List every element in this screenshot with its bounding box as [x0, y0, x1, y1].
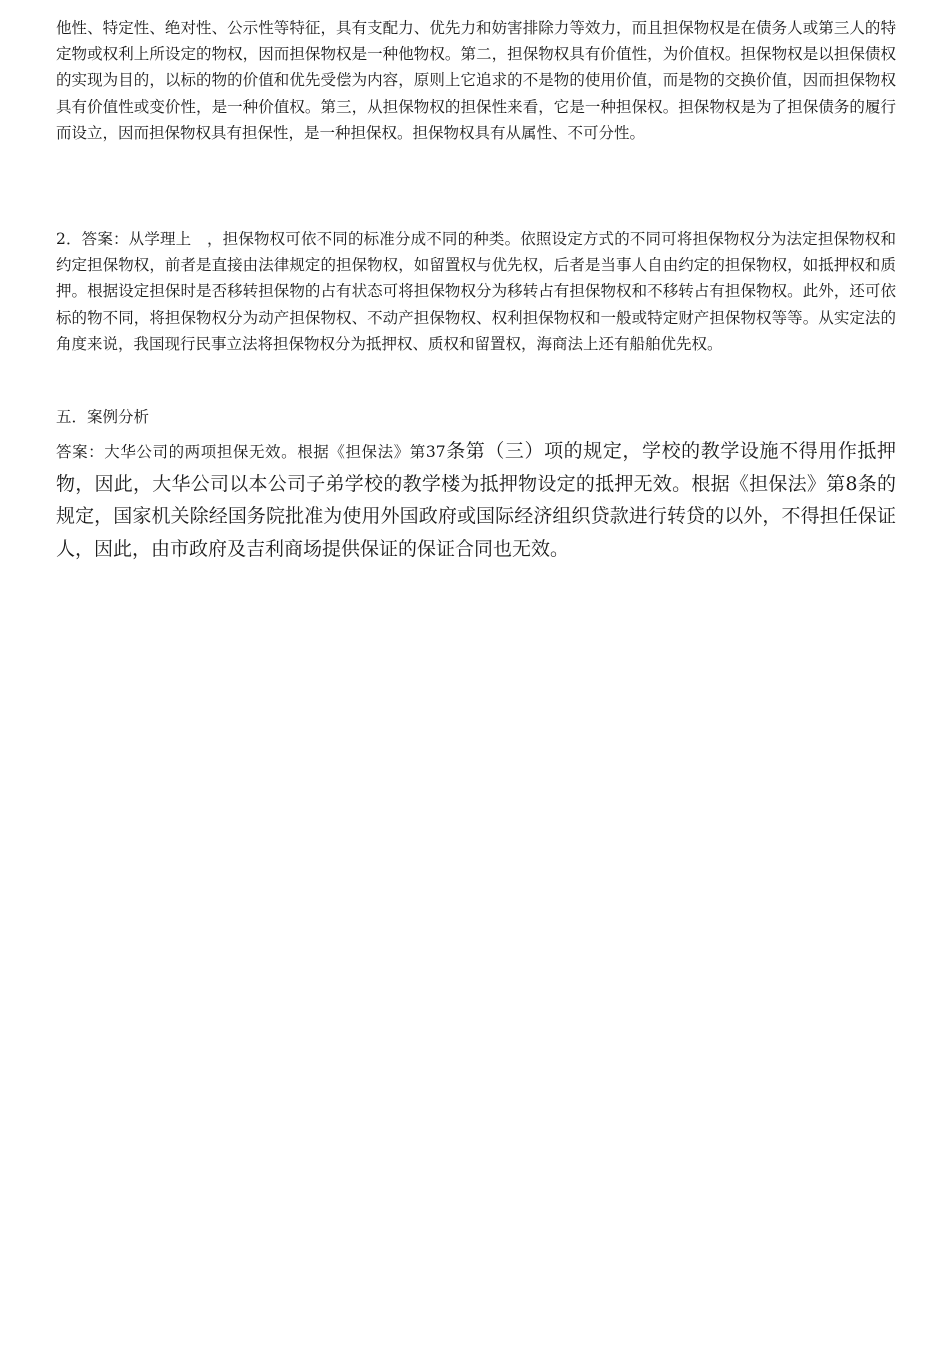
case-answer-lead-text: 答案：大华公司的两项担保无效。根据《担保法》第37	[56, 443, 446, 461]
answer-paragraph-continued: 他性、特定性、绝对性、公示性等特征，具有支配力、优先力和妨害排除力等效力，而且担保物权是在债务人或第三人的特定物或权利上所设定的物权，因而担保物权是一种他物权。第二，担保物权具有价值性，为价值权。担保物权是以担保债权的实现为目的，以标的物的价值和优先受偿为内容，原则上它追求的不是物的使用价值，而是物的交换价值，因而担保物权具有价值性或变价性，是一种价值权。第三，从担保物权的担保性来看，它是一种担保权。担保物权是为了担保债务的履行而设立，因而担保物权具有担保性，是一种担保权。担保物权具有从属性、不可分性。	[56, 19, 896, 142]
answer-paragraph-2: 2．答案：从学理上 ，担保物权可依不同的标准分成不同的种类。依照设定方式的不同可将担保物权分为法定担保物权和约定担保物权，前者是直接由法律规定的担保物权，如留置权与优先权，后者是当事人自由约定的担保物权，如抵押权和质押。根据设定担保时是否移转担保物的占有状态可将担保物权分为移转占有担保物权和不移转占有担保物权。此外，还可依标的物不同，将担保物权分为动产担保物权、不动产担保物权、权利担保物权和一般或特定财产担保物权等等。从实定法的角度来说，我国现行民事立法将担保物权分为抵押权、质权和留置权，海商法上还有船舶优先权。	[56, 230, 896, 353]
case-answer-body-text: 条第（三）项的规定，学校的教学设施不得用作抵押物，因此，大华公司以本公司子弟学校的教学楼为抵押物设定的抵押无效。根据《担保法》第8条的规定，国家机关除经国务院批准为使用外国政府或国际经济组织贷款进行转贷的以外，不得担任保证人，因此，由市政府及吉利商场提供保证的保证合同也无效。	[56, 440, 896, 560]
section-heading-case-analysis: 五．案例分析	[56, 408, 150, 426]
case-analysis-answer	[56, 436, 896, 566]
